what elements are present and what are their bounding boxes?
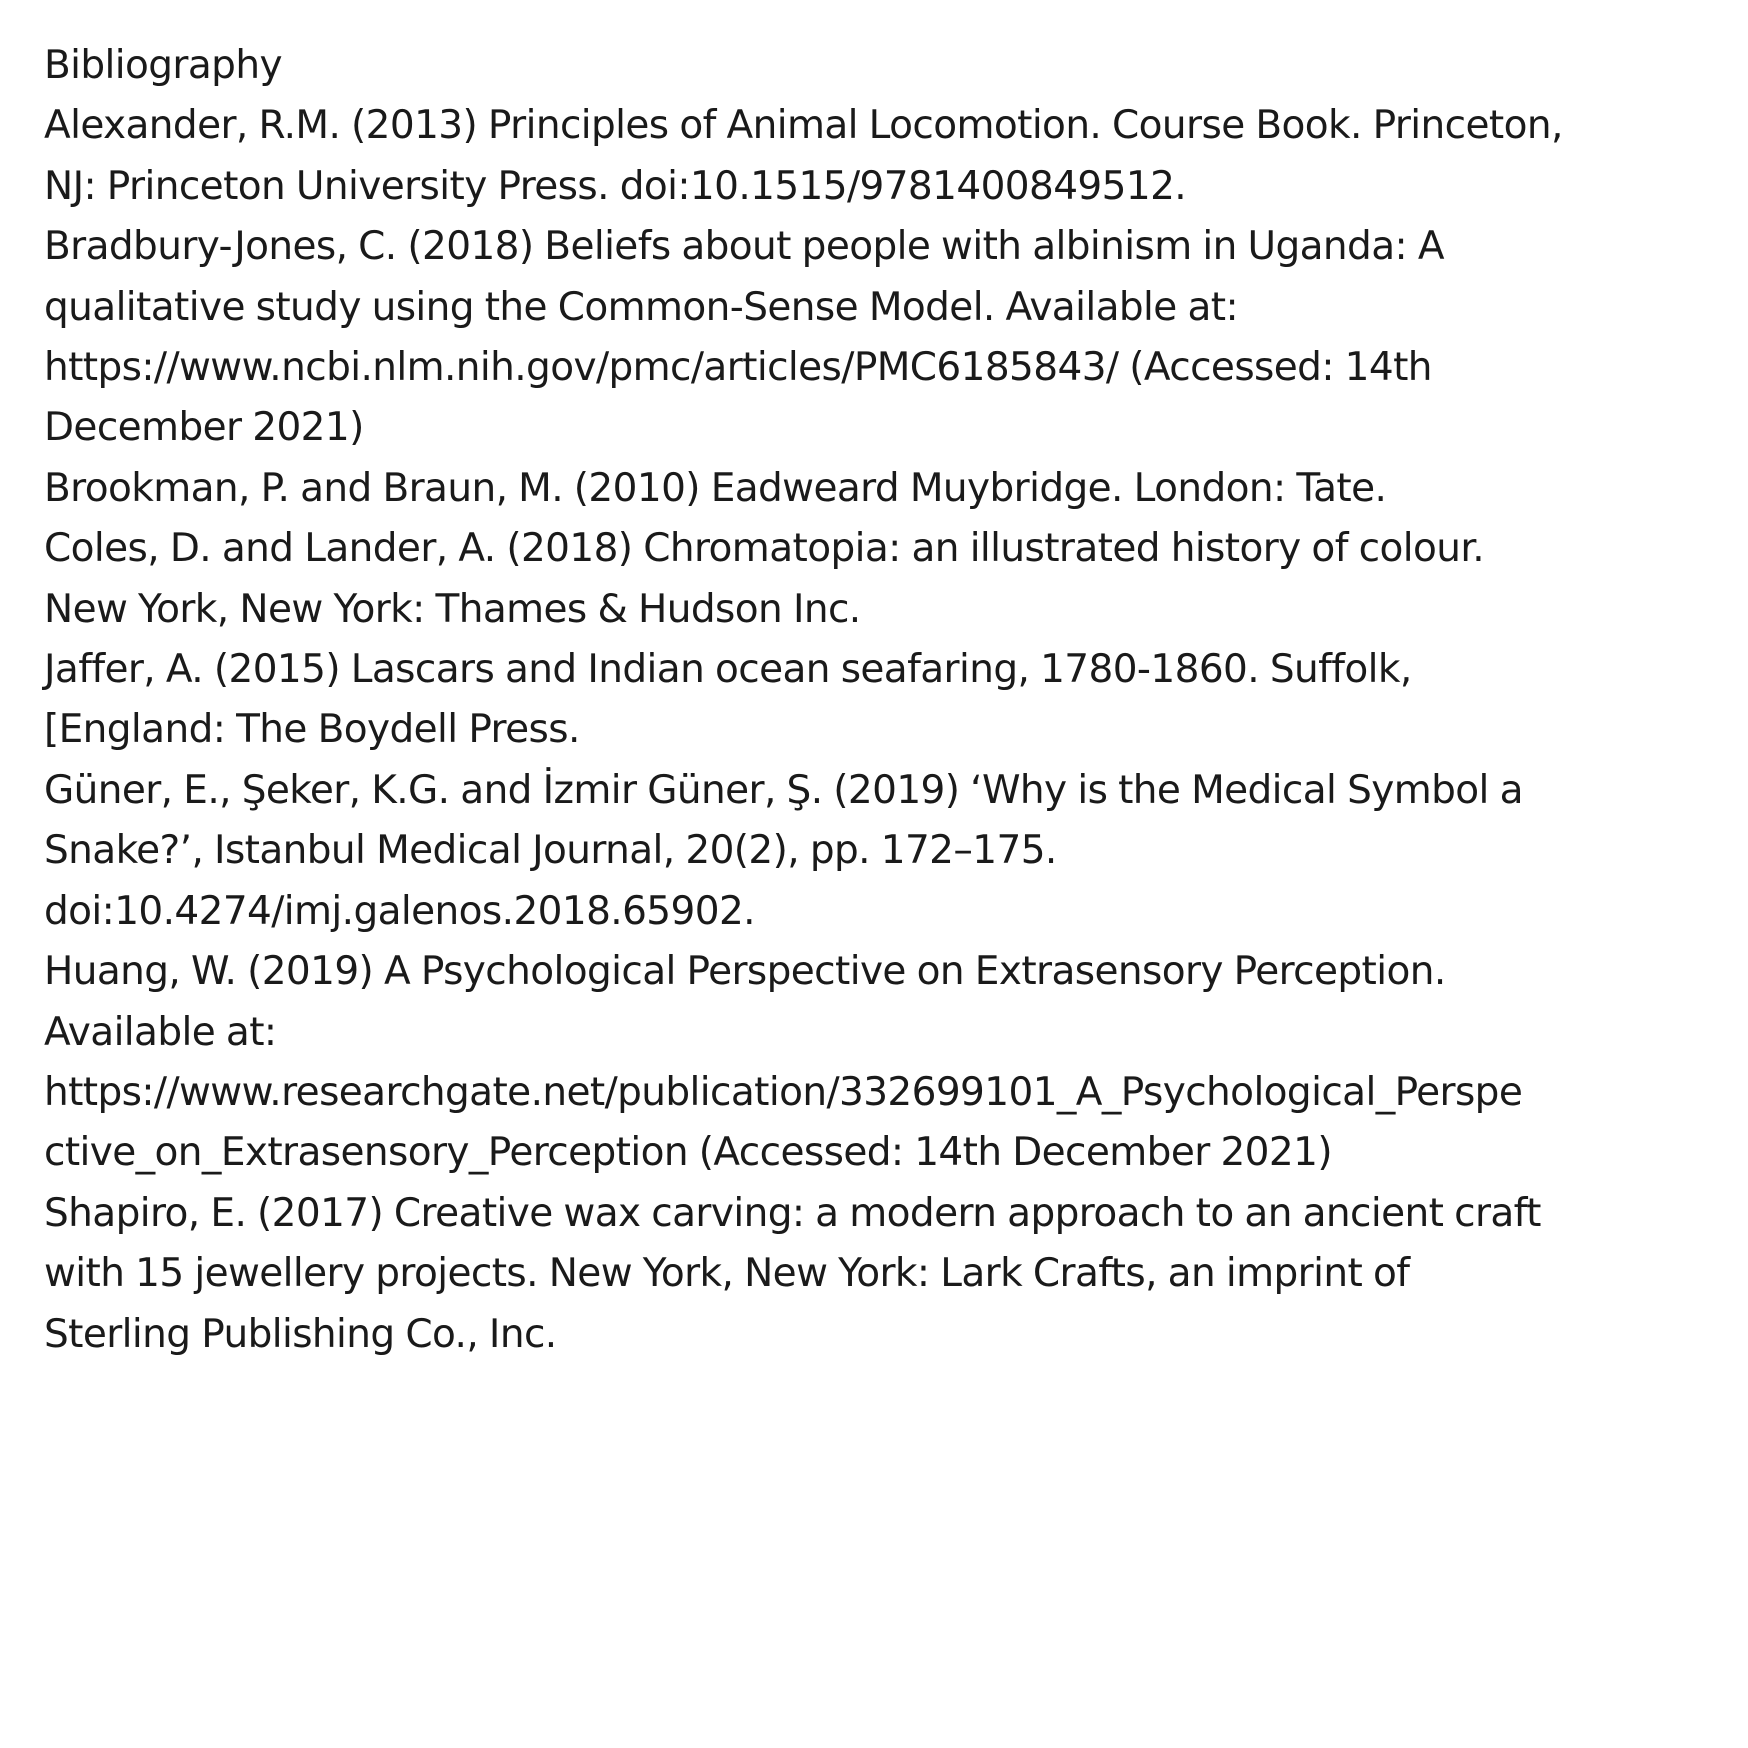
bibliography-line: Brookman, P. and Braun, M. (2010) Eadweard Muybridge. London: Tate. bbox=[44, 465, 1387, 511]
bibliography-line: https://www.researchgate.net/publication/332699101_A_Psychological_Perspe bbox=[44, 1069, 1523, 1115]
bibliography-line: [England: The Boydell Press. bbox=[44, 707, 580, 753]
bibliography-line: New York, New York: Thames & Hudson Inc. bbox=[44, 586, 861, 632]
bibliography-list bbox=[44, 96, 1724, 1365]
bibliography-line: Alexander, R.M. (2013) Principles of Animal Locomotion. Course Book. Princeton, bbox=[44, 103, 1563, 149]
bibliography-line: Snake?’, Istanbul Medical Journal, 20(2), pp. 172–175. bbox=[44, 828, 1057, 874]
bibliography-line: doi:10.4274/imj.galenos.2018.65902. bbox=[44, 888, 755, 934]
bibliography-line: qualitative study using the Common-Sense Model. Available at: bbox=[44, 284, 1238, 330]
bibliography-line: Sterling Publishing Co., Inc. bbox=[44, 1311, 557, 1357]
bibliography-line: https://www.ncbi.nlm.nih.gov/pmc/articles/PMC6185843/ (Accessed: 14th bbox=[44, 345, 1432, 391]
bibliography-line: Huang, W. (2019) A Psychological Perspective on Extrasensory Perception. bbox=[44, 949, 1446, 995]
bibliography-line: ctive_on_Extrasensory_Perception (Accessed: 14th December 2021) bbox=[44, 1130, 1332, 1176]
bibliography-line: with 15 jewellery projects. New York, New York: Lark Crafts, an imprint of bbox=[44, 1251, 1410, 1297]
bibliography-line: Shapiro, E. (2017) Creative wax carving: a modern approach to an ancient craft bbox=[44, 1190, 1541, 1236]
bibliography-line: NJ: Princeton University Press. doi:10.1515/9781400849512. bbox=[44, 163, 1187, 209]
bibliography-heading: Bibliography bbox=[44, 43, 282, 88]
bibliography-page bbox=[44, 36, 1724, 1365]
bibliography-line: Güner, E., Şeker, K.G. and İzmir Güner, Ş. (2019) ‘Why is the Medical Symbol a bbox=[44, 767, 1523, 813]
bibliography-line: Jaffer, A. (2015) Lascars and Indian ocean seafaring, 1780-1860. Suffolk, bbox=[44, 647, 1412, 693]
bibliography-line: December 2021) bbox=[44, 405, 364, 451]
bibliography-line: Available at: bbox=[44, 1009, 277, 1055]
bibliography-line: Coles, D. and Lander, A. (2018) Chromatopia: an illustrated history of colour. bbox=[44, 526, 1484, 572]
bibliography-line: Bradbury-Jones, C. (2018) Beliefs about people with albinism in Uganda: A bbox=[44, 224, 1444, 270]
